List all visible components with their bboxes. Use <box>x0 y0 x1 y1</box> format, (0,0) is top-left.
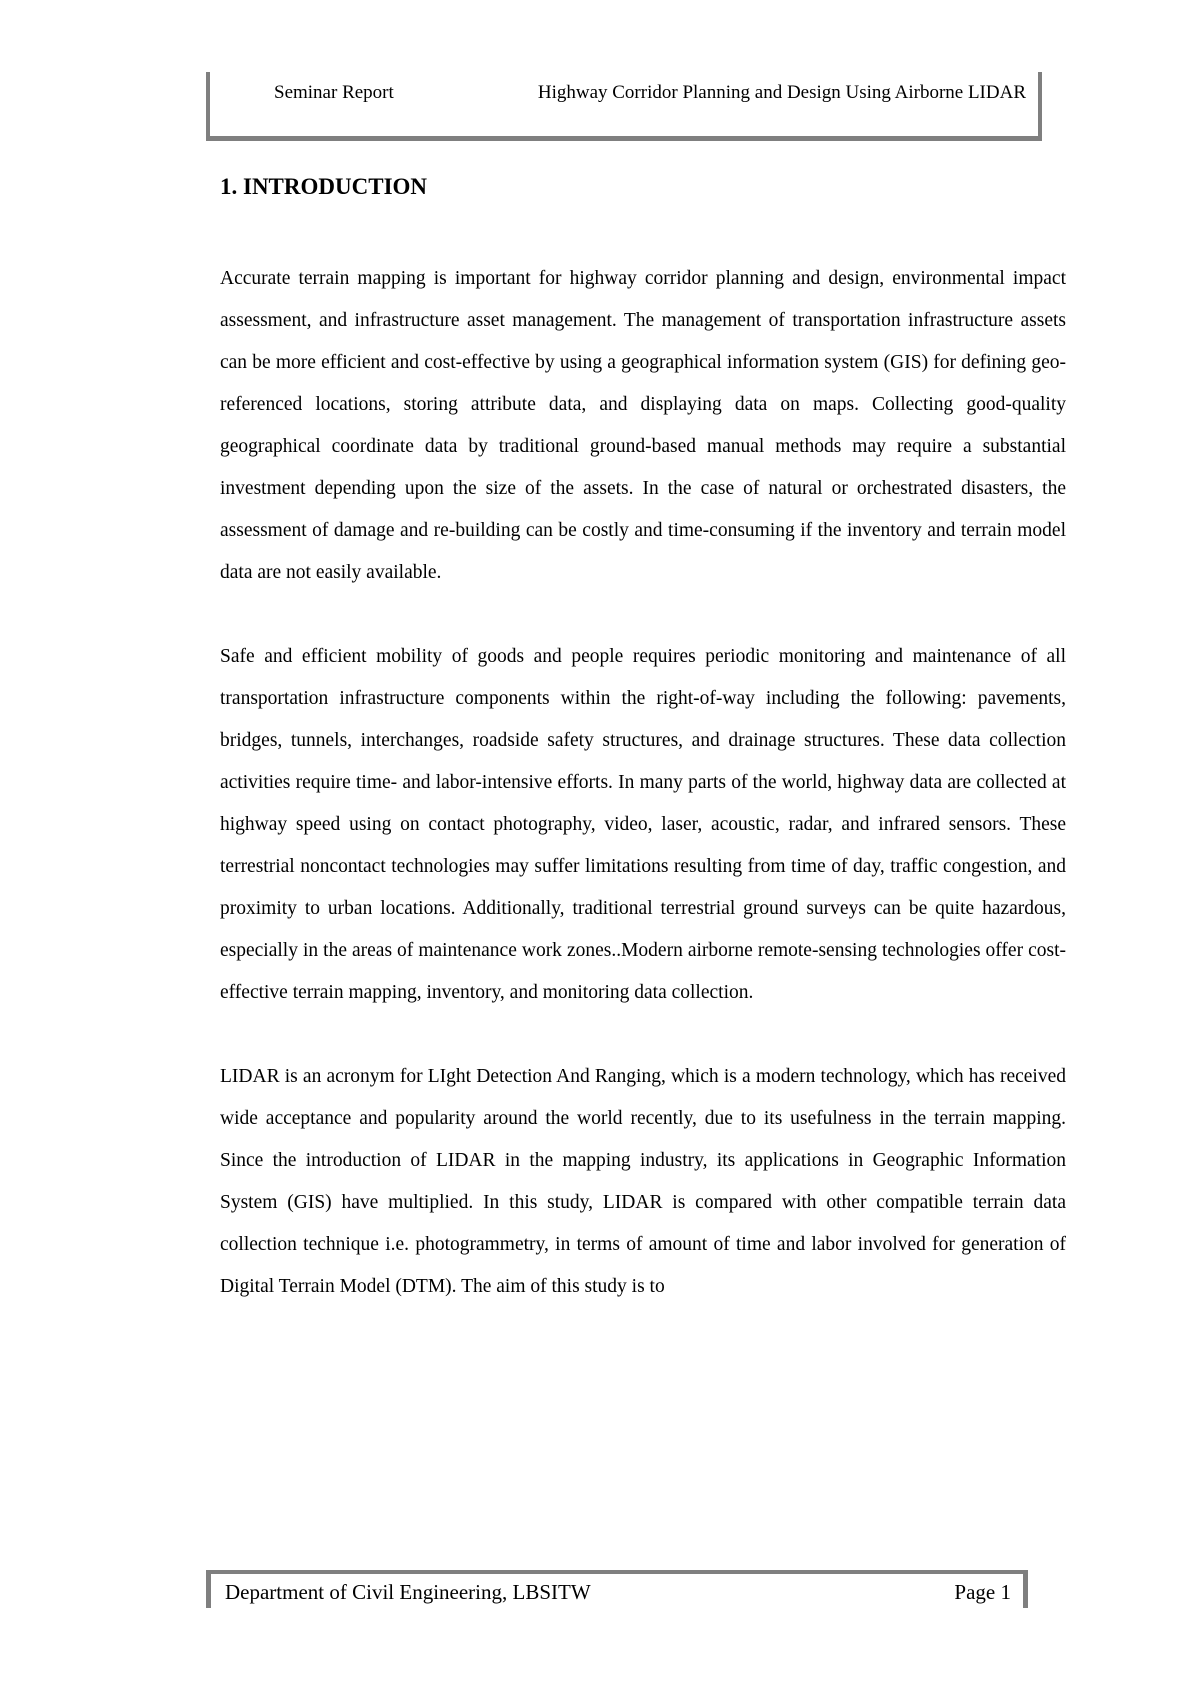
header-report-type: Seminar Report <box>274 82 394 103</box>
page-number: Page 1 <box>954 1580 1011 1604</box>
paragraph: Safe and efficient mobility of goods and people requires periodic monitoring and maintenance of all transportation infrastructure components within the right-of-way including the following: pavements, bridges, tunnels, interchanges, roadside safety structures, and drainage structures. These data collection activities require time- and labor-intensive efforts. In many parts of the world, highway data are collected at highway speed using on contact photography, video, laser, acoustic, radar, and infrared sensors. These terrestrial noncontact technologies may suffer limitations resulting from time of day, traffic congestion, and proximity to urban locations. Additionally, traditional terrestrial ground surveys can be quite hazardous, especially in the areas of maintenance work zones..Modern airborne remote-sensing technologies offer cost-effective terrain mapping, inventory, and monitoring data collection. <box>220 646 1066 1003</box>
paragraph: Accurate terrain mapping is important for highway corridor planning and design, environmental impact assessment, and infrastructure asset management. The management of transportation infrastructure assets can be more efficient and cost-effective by using a geographical information system (GIS) for defining geo-referenced locations, storing attribute data, and displaying data on maps. Collecting good-quality geographical coordinate data by traditional ground-based manual methods may require a substantial investment depending upon the size of the assets. In the case of natural or orchestrated disasters, the assessment of damage and re-building can be costly and time-consuming if the inventory and terrain model data are not easily available. <box>220 268 1066 583</box>
footer-department: Department of Civil Engineering, LBSITW <box>225 1580 591 1604</box>
page-footer <box>206 1570 1028 1608</box>
paragraph: LIDAR is an acronym for LIght Detection And Ranging, which is a modern technology, which has received wide acceptance and popularity around the world recently, due to its usefulness in the terrain mapping. Since the introduction of LIDAR in the mapping industry, its applications in Geographic Information System (GIS) have multiplied. In this study, LIDAR is compared with other compatible terrain data collection technique i.e. photogrammetry, in terms of amount of time and labor involved for generation of Digital Terrain Model (DTM). The aim of this study is to <box>220 1066 1066 1297</box>
section-title: 1. INTRODUCTION <box>220 174 428 199</box>
header-report-title: Highway Corridor Planning and Design Using Airborne LIDAR <box>537 82 1026 103</box>
page-header <box>206 72 1042 141</box>
body-text <box>220 258 1066 1350</box>
